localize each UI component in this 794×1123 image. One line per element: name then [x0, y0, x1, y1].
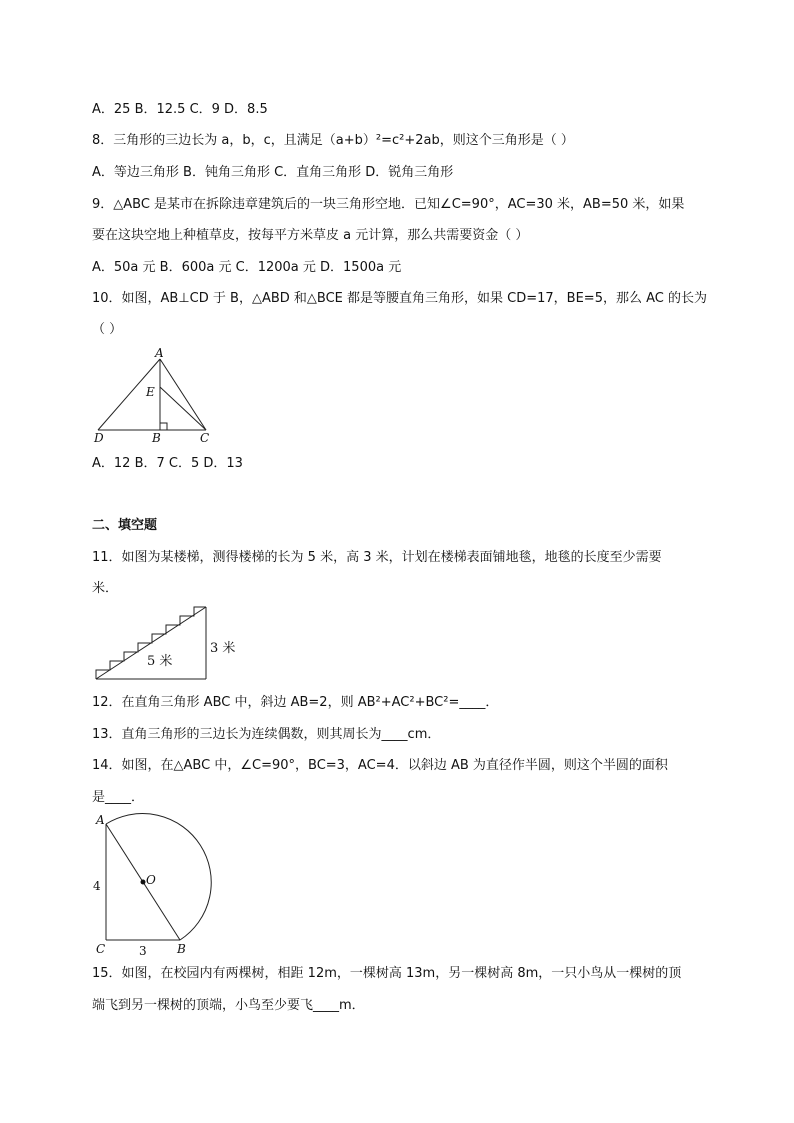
right-angle-mark: [160, 423, 167, 430]
q7-options: A．25 B．12.5 C．9 D．8.5: [92, 102, 268, 117]
q10-options: A．12 B．7 C．5 D．13: [92, 456, 243, 471]
label-a: A: [155, 346, 164, 360]
segment-ac: [160, 359, 206, 430]
label-o: O: [146, 873, 156, 887]
q10-text-line1: 10．如图，AB⊥CD 于 B，△ABD 和△BCE 都是等腰直角三角形，如果 CD=17，BE=5，那么 AC 的长为: [92, 291, 707, 306]
label-a: A: [96, 813, 105, 827]
q10-figure: [90, 345, 215, 445]
side-bc-length: 3: [139, 944, 147, 958]
q8-text: 8．三角形的三边长为 a，b，c，且满足（a+b）²=c²+2ab，则这个三角形是（ ）: [92, 133, 574, 148]
q14-semicircle-figure: [88, 810, 218, 960]
q11-staircase-figure: [90, 604, 240, 686]
q11-text-line2: 米．: [92, 581, 119, 596]
q14-text-line1: 14．如图，在△ABC 中，∠C=90°，BC=3，AC=4．以斜边 AB 为直径作半圆，则这个半圆的面积: [92, 758, 668, 773]
q12-text: 12．在直角三角形 ABC 中，斜边 AB=2，则 AB²+AC²+BC²=____．: [92, 695, 499, 710]
q9-text-line2: 要在这块空地上种植草皮，按每平方米草皮 a 元计算，那么共需要资金（ ）: [92, 228, 529, 243]
label-c: C: [96, 942, 106, 956]
q11-text-line1: 11．如图为某楼梯，测得楼梯的长为 5 米，高 3 米，计划在楼梯表面铺地毯，地毯的长度至少需要: [92, 550, 662, 565]
label-e: E: [146, 385, 155, 399]
q10-text-line2: （ ）: [92, 322, 123, 337]
label-d: D: [94, 431, 104, 445]
semicircle-arc: [106, 814, 211, 940]
height-label: 3 米: [210, 641, 236, 656]
q13-text: 13．直角三角形的三边长为连续偶数，则其周长为____cm．: [92, 727, 441, 742]
q9-text-line1: 9．△ABC 是某市在拆除违章建筑后的一块三角形空地．已知∠C=90°，AC=30 米，AB=50 米，如果: [92, 197, 685, 212]
q9-options: A．50a 元 B．600a 元 C．1200a 元 D．1500a 元: [92, 260, 402, 275]
label-b: B: [152, 431, 161, 445]
section-title-fill-blank: 二、填空题: [92, 518, 158, 533]
center-point-o: [141, 880, 146, 885]
slope-length-label: 5 米: [147, 654, 173, 669]
q8-options: A．等边三角形 B．钝角三角形 C．直角三角形 D．锐角三角形: [92, 165, 454, 180]
label-b: B: [177, 942, 186, 956]
side-ac-length: 4: [93, 879, 101, 893]
label-c: C: [200, 431, 210, 445]
q14-text-line2: 是____．: [92, 790, 145, 805]
q15-text-line1: 15．如图，在校园内有两棵树，相距 12m，一棵树高 13m，另一棵树高 8m，一只小鸟从一棵树的顶: [92, 966, 682, 981]
q15-text-line2: 端飞到另一棵树的顶端，小鸟至少要飞____m．: [92, 998, 365, 1013]
